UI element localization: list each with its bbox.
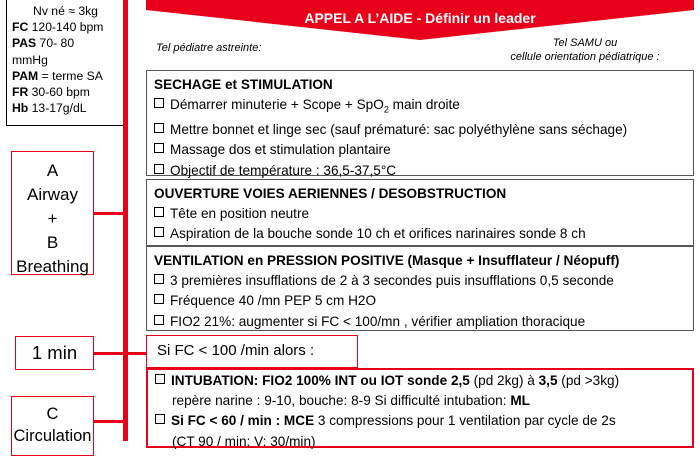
vital-pam: PAM = terme SA [12, 68, 103, 83]
step-ab-line: B [46, 233, 59, 252]
checklist-item: Objectif de température : 36,5-37,5°C [154, 161, 687, 181]
section-intubation [146, 368, 694, 448]
checkbox-icon [154, 98, 164, 108]
newborn-weight: Nv né ≈ 3kg [33, 4, 98, 18]
checklist-item: Fréquence 40 /mn PEP 5 cm H2O [154, 291, 687, 311]
checklist-item: Démarrer minuterie + Scope + SpO$_2$ main droite [154, 95, 687, 120]
step-c-line: Circulation [13, 427, 92, 445]
section-heading: VENTILATION en PRESSION POSITIVE (Masque + Insufflateur / Néopuff) [154, 253, 620, 268]
checklist-item: Si FC < 60 / min : MCE 3 compressions pour 1 ventilation par cycle de 2s [155, 411, 686, 431]
vital-hb: Hb 13-17g/dL [12, 101, 87, 116]
connector-1min [94, 352, 146, 355]
step-ab-line: Airway [26, 185, 78, 204]
checkbox-icon [154, 227, 164, 237]
checkbox-icon [155, 374, 165, 384]
checkbox-icon [154, 294, 164, 304]
checklist-item: 3 premières insufflations de 2 à 3 secondes puis insufflations 0,5 seconde [154, 271, 687, 291]
connector-c [94, 420, 125, 423]
section-heading: OUVERTURE VOIES AERIENNES / DESOBSTRUCTION [154, 186, 507, 201]
checkbox-icon [154, 207, 164, 217]
connector-ab [94, 212, 125, 215]
checklist-item: Massage dos et stimulation plantaire [154, 140, 687, 160]
note-samu [487, 37, 683, 64]
vital-pas: PAS 70- 80 [12, 36, 75, 51]
checkbox-icon [154, 164, 164, 174]
checkbox-icon [155, 414, 165, 424]
mce-detail: (CT 90 / min; V: 30/min) [172, 433, 316, 449]
step-circulation [11, 396, 94, 456]
checklist-item: Tête en position neutre [154, 204, 687, 224]
step-airway-breathing [11, 151, 94, 275]
vital-pas-unit: mmHg [12, 52, 48, 67]
vital-fc: FC 120-140 bpm [12, 20, 104, 35]
checklist-item: Mettre bonnet et linge sec (sauf prématuré: sac polyéthylène sans séchage) [154, 120, 687, 140]
timeline-bar [123, 0, 128, 441]
banner-title: APPEL A L’AIDE - Définir un leader [304, 10, 536, 26]
checkbox-icon [154, 143, 164, 153]
step-one-minute: 1 min [15, 336, 94, 370]
section-ouverture [146, 179, 694, 246]
section-heading: SECHAGE et STIMULATION [154, 77, 333, 92]
vital-fr: FR 30-60 bpm [12, 85, 90, 100]
checkbox-icon [154, 315, 164, 325]
step-ab-line: + [47, 209, 58, 228]
step-ab-line: Breathing [16, 257, 89, 276]
intubation-detail: repère narine : 9-10, bouche: 8-9 Si difficulté intubation: ML [172, 393, 530, 409]
note-samu-line: cellule orientation pédiatrique : [510, 50, 660, 63]
step-c-line: C [46, 405, 59, 423]
note-pediatrician: Tel pédiatre astreinte: [156, 42, 262, 54]
section-ventilation [146, 246, 694, 331]
checklist-item: FIO2 21%: augmenter si FC < 100/mn , vérifier ampliation thoracique [154, 312, 687, 332]
note-samu-line: Tel SAMU ou [552, 37, 618, 49]
section-sechage [146, 70, 694, 176]
checklist-item: INTUBATION: FIO2 100% INT ou IOT sonde 2,5 (pd 2kg) à 3,5 (pd >3kg) [155, 371, 686, 391]
checkbox-icon [154, 274, 164, 284]
checkbox-icon [154, 123, 164, 133]
condition-box: Si FC < 100 /min alors : [146, 335, 358, 368]
vitals-box [6, 0, 124, 126]
step-ab-line: A [46, 161, 59, 180]
checklist-item: Aspiration de la bouche sonde 10 ch et orifices narinaires sonde 8 ch [154, 224, 687, 244]
